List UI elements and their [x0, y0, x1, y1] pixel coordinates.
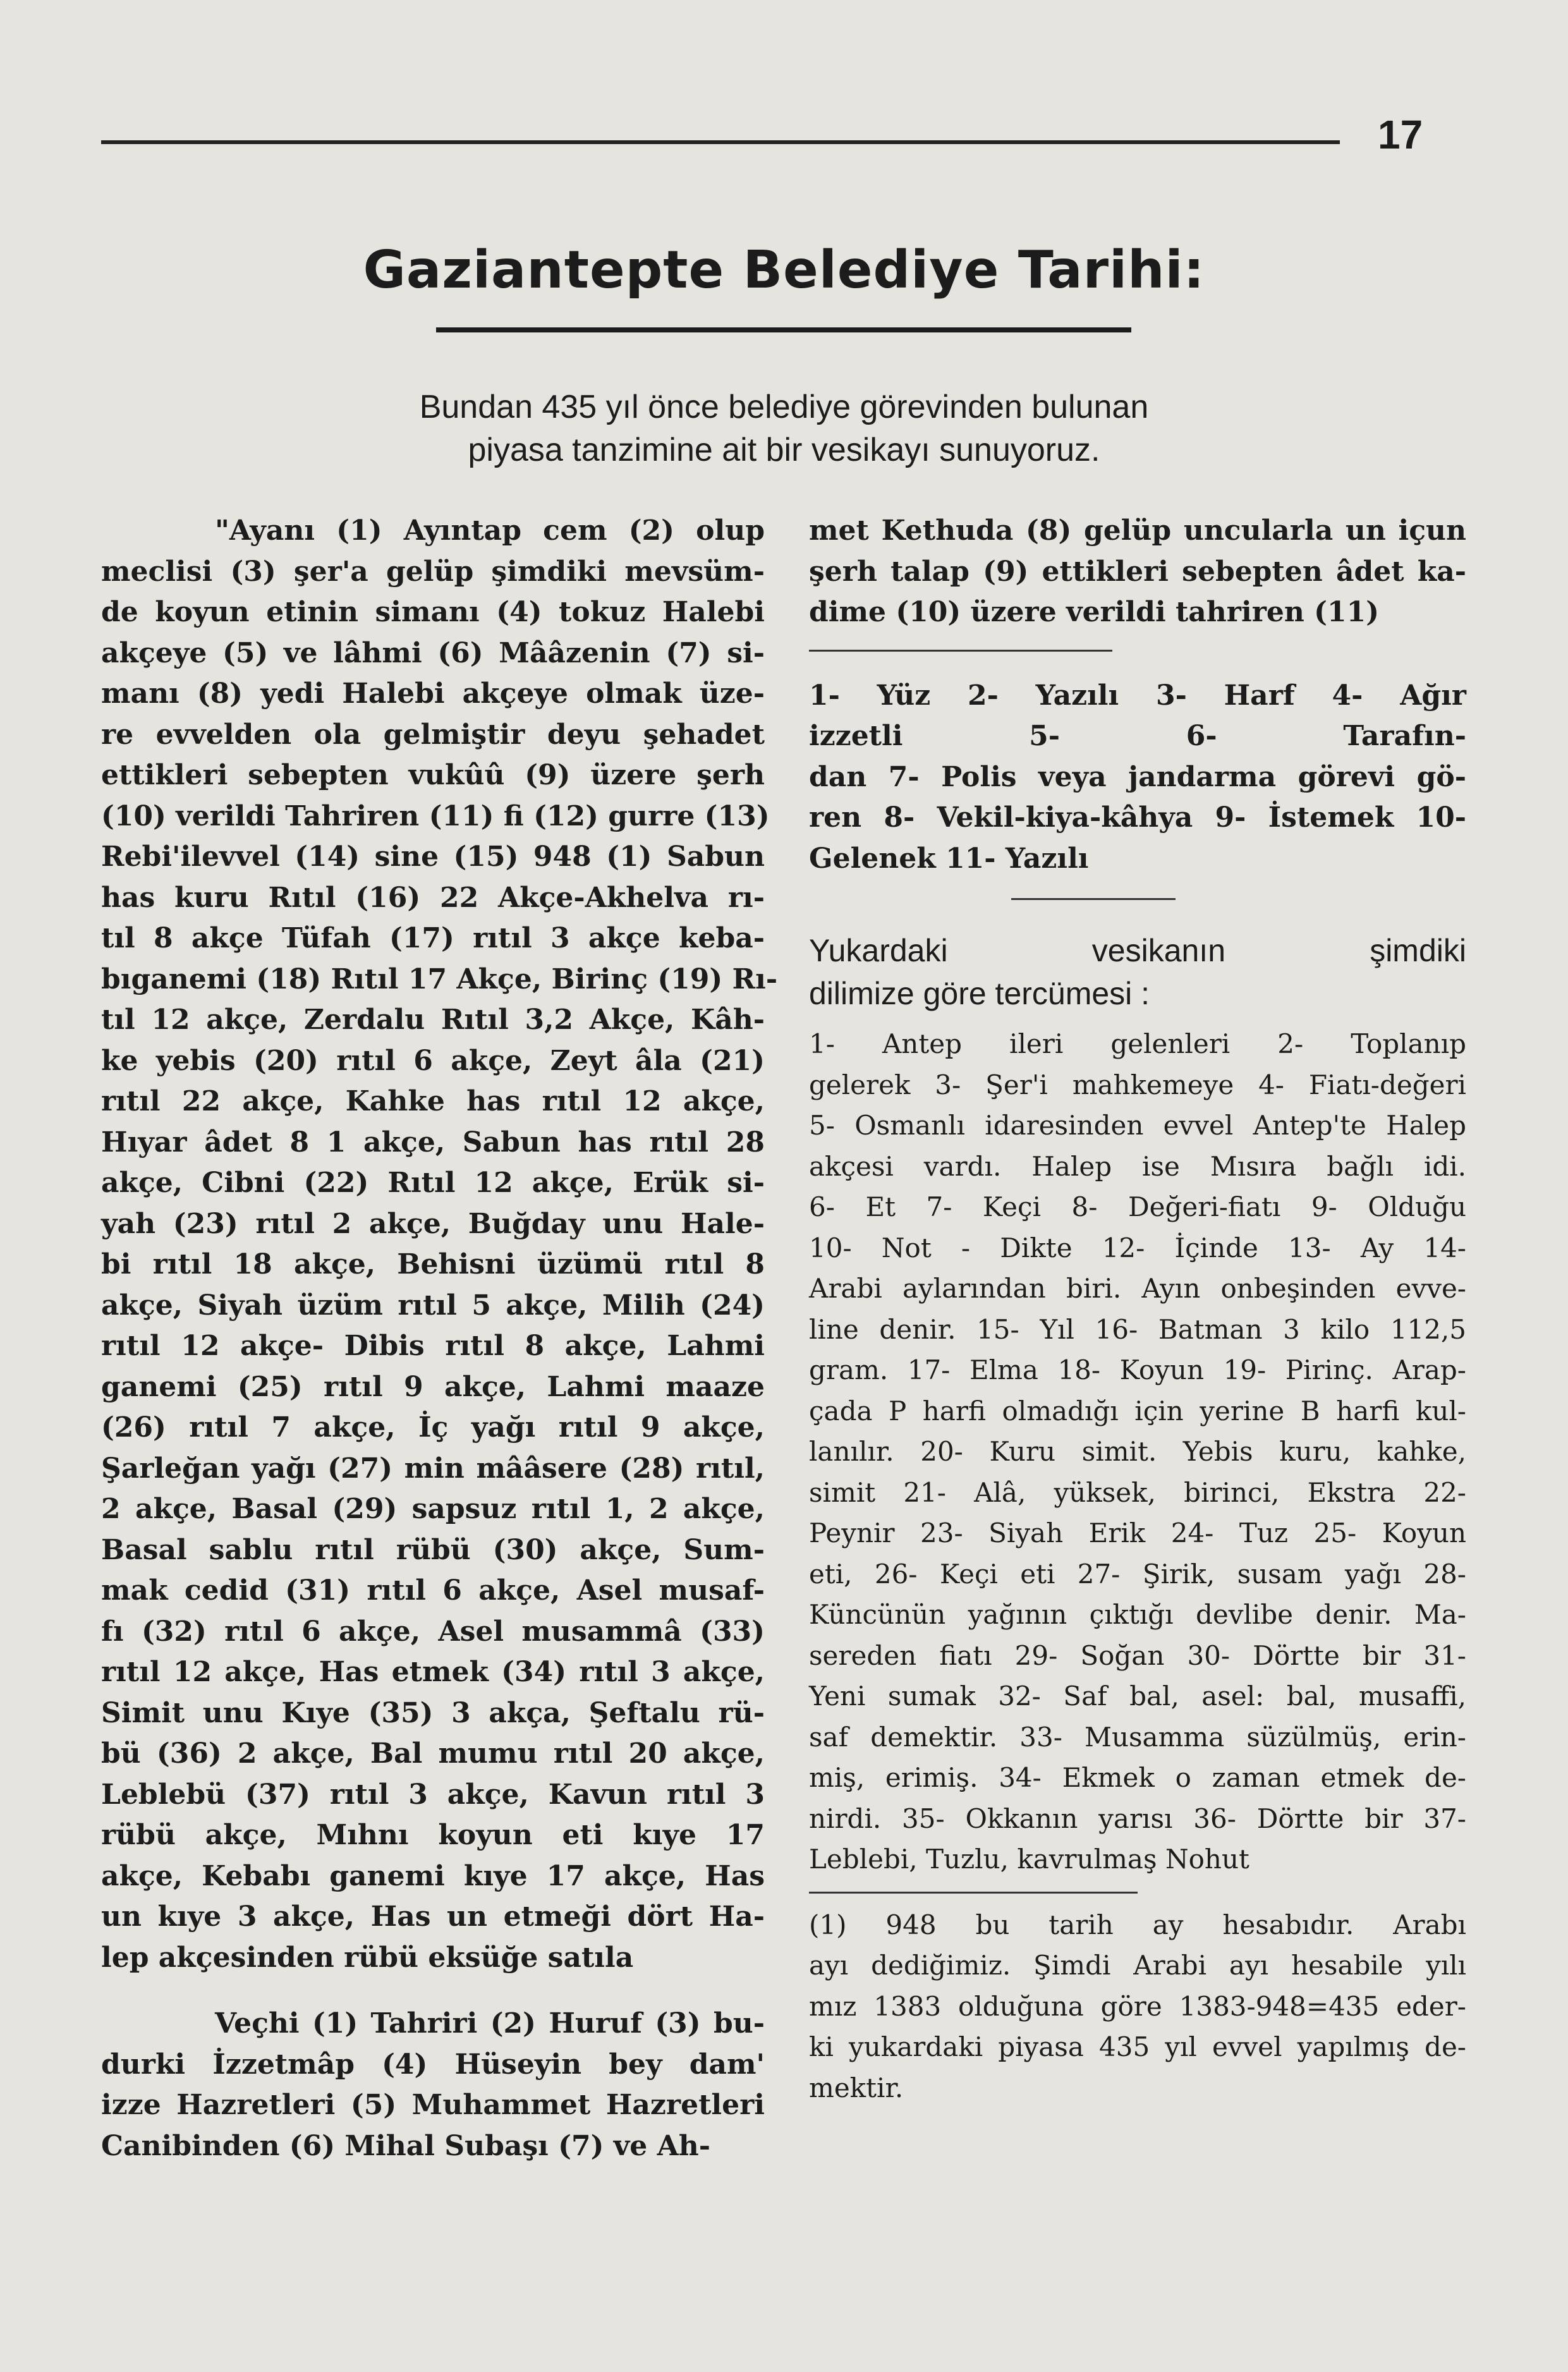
separator-rule: [809, 1892, 1138, 1894]
translation-line: saf demektir. 33- Musamma süzülmüş, erin-: [809, 1721, 1466, 1753]
document-line: ganemi (25) rıtıl 9 akçe, Lahmi maaze: [101, 1370, 765, 1403]
document-line: akçe, Kebabı ganemi kıye 17 akçe, Has: [101, 1859, 765, 1892]
footnote-line: ki yukardaki piyasa 435 yıl evvel yapılmış de-: [809, 2031, 1466, 2062]
heading-line: Yukardaki vesikanın şimdiki: [809, 933, 1466, 968]
translation-line: nirdi. 35- Okkanın yarısı 36- Dörtte bir 37-: [809, 1803, 1466, 1834]
document-line: bıganemi (18) Rıtıl 17 Akçe, Birinç (19) Rı-: [101, 963, 778, 995]
document-line: Leblebü (37) rıtıl 3 akçe, Kavun rıtıl 3: [101, 1778, 765, 1811]
footnote-text: [809, 1905, 1466, 2109]
translation-line: gelerek 3- Şer'i mahkemeye 4- Fiatı-değeri: [809, 1069, 1466, 1100]
translation-line: gram. 17- Elma 18- Koyun 19- Pirinç. Arap-: [809, 1354, 1466, 1385]
translation-line: Peynir 23- Siyah Erik 24- Tuz 25- Koyun: [809, 1517, 1466, 1548]
glossary-line: izzetli 5- 6- Tarafın-: [809, 720, 1466, 752]
document-line: 2 akçe, Basal (29) sapsuz rıtıl 1, 2 akçe,: [101, 1493, 765, 1525]
translation-line: 1- Antep ileri gelenleri 2- Toplanıp: [809, 1028, 1466, 1059]
document-line: rıtıl 12 akçe- Dibis rıtıl 8 akçe, Lahmi: [101, 1330, 765, 1362]
translation-line: line denir. 15- Yıl 16- Batman 3 kilo 112,5: [809, 1313, 1466, 1345]
translation-line: çada P harfi olmadığı için yerine B harfi kul-: [809, 1395, 1466, 1426]
intro-line: piyasa tanzimine ait bir vesikayı sunuyoruz.: [468, 432, 1100, 468]
document-line: Simit unu Kıye (35) 3 akça, Şeftalu rü-: [101, 1696, 765, 1729]
translation-line: Yeni sumak 32- Saf bal, asel: bal, musaffi,: [809, 1681, 1466, 1712]
document-line: rübü akçe, Mıhnı koyun eti kıye 17: [101, 1819, 765, 1851]
translation-line: Leblebi, Tuzlu, kavrulmaş Nohut: [809, 1844, 1249, 1875]
document-line: bi rıtıl 18 akçe, Behisni üzümü rıtıl 8: [101, 1248, 765, 1280]
left-column: [101, 511, 778, 2167]
continuation-line: şerh talap (9) ettikleri sebepten âdet ka-: [809, 555, 1466, 588]
signature-text: [101, 2004, 765, 2167]
translation-line: miş, erimiş. 34- Ekmek o zaman etmek de-: [809, 1762, 1466, 1793]
document-line: manı (8) yedi Halebi akçeye olmak üze-: [101, 678, 765, 710]
spacer: [101, 1978, 765, 2004]
continuation-line: dime (10) üzere verildi tahriren (11): [809, 596, 1380, 628]
document-line: rıtıl 12 akçe, Has etmek (34) rıtıl 3 akçe,: [101, 1656, 765, 1688]
document-line: lep akçesinden rübü eksüğe satıla: [101, 1941, 634, 1974]
document-line: (26) rıtıl 7 akçe, İç yağı rıtıl 9 akçe,: [101, 1411, 765, 1444]
translation-line: lanılır. 20- Kuru simit. Yebis kuru, kahke,: [809, 1436, 1466, 1467]
document-line: akçeye (5) ve lâhmi (6) Mââzenin (7) si-: [101, 636, 765, 669]
separator-rule: [809, 650, 1112, 652]
translation-line: akçesi vardı. Halep ise Mısıra bağlı idi.: [809, 1150, 1466, 1182]
document-line: un kıye 3 akçe, Has un etmeği dört Ha-: [101, 1901, 765, 1933]
heading-line: dilimize göre tercümesi :: [809, 976, 1150, 1011]
right-column: [809, 511, 1466, 2108]
document-line: tıl 12 akçe, Zerdalu Rıtıl 3,2 Akçe, Kâh-: [101, 1004, 765, 1036]
footnote-line: mektir.: [809, 2072, 904, 2103]
translation-line: 10- Not - Dikte 12- İçinde 13- Ay 14-: [809, 1232, 1466, 1263]
document-line: re evvelden ola gelmiştir deyu şehadet: [101, 718, 765, 751]
signature-line: durki İzzetmâp (4) Hüseyin bey dam': [101, 2048, 765, 2081]
translation-line: 6- Et 7- Keçi 8- Değeri-fiatı 9- Olduğu: [809, 1191, 1466, 1222]
translation-line: eti, 26- Keçi eti 27- Şirik, susam yağı 28-: [809, 1558, 1466, 1590]
glossary-line: ren 8- Vekil-kiya-kâhya 9- İstemek 10-: [809, 801, 1466, 834]
document-line: akçe, Siyah üzüm rıtıl 5 akçe, Milih (24): [101, 1289, 765, 1322]
signature-line: izze Hazretleri (5) Muhammet Hazretleri: [101, 2089, 765, 2121]
translation-line: 5- Osmanlı idaresinden evvel Antep'te Halep: [809, 1110, 1466, 1141]
page-title: Gaziantepte Belediye Tarihi:: [363, 240, 1205, 300]
intro-line: Bundan 435 yıl önce belediye görevinden bulunan: [419, 389, 1149, 425]
footnote-line: mız 1383 olduğuna göre 1383-948=435 eder-: [809, 1990, 1466, 2022]
continuation-line: met Kethuda (8) gelüp uncularla un içun: [809, 514, 1466, 547]
document-line: Hıyar âdet 8 1 akçe, Sabun has rıtıl 28: [101, 1126, 765, 1159]
glossary-line: Gelenek 11- Yazılı: [809, 842, 1089, 875]
document-line: (10) verildi Tahriren (11) fi (12) gurre (13): [101, 800, 770, 832]
document-line: "Ayanı (1) Ayıntap cem (2) olup: [215, 514, 765, 547]
footnote-line: ayı dediğimiz. Şimdi Arabi ayı hesabile yılı: [809, 1950, 1466, 1981]
document-line: Basal sablu rıtıl rübü (30) akçe, Sum-: [101, 1533, 765, 1566]
top-rule: [101, 140, 1340, 144]
document-line: Rebi'ilevvel (14) sine (15) 948 (1) Sabun: [101, 841, 765, 873]
document-line: ettikleri sebepten vukûû (9) üzere şerh: [101, 759, 765, 791]
glossary-line: dan 7- Polis veya jandarma görevi gö-: [809, 760, 1466, 793]
document-line: yah (23) rıtıl 2 akçe, Buğday unu Hale-: [101, 1207, 765, 1240]
glossary-line: 1- Yüz 2- Yazılı 3- Harf 4- Ağır: [809, 679, 1466, 712]
title-underline: [436, 327, 1131, 332]
document-line: fı (32) rıtıl 6 akçe, Asel musammâ (33): [101, 1615, 765, 1648]
translation-line: Arabi aylarından biri. Ayın onbeşinden evve-: [809, 1273, 1466, 1304]
translation-line: sereden fiatı 29- Soğan 30- Dörtte bir 31-: [809, 1639, 1466, 1671]
document-line: has kuru Rıtıl (16) 22 Akçe-Akhelva rı-: [101, 881, 765, 914]
separator-rule: [1011, 898, 1176, 900]
document-line: bü (36) 2 akçe, Bal mumu rıtıl 20 akçe,: [101, 1737, 765, 1770]
intro-text: [0, 386, 1568, 471]
document-line: Şarleğan yağı (27) min mââsere (28) rıtıl,: [101, 1452, 765, 1485]
glossary-text: [809, 676, 1466, 880]
translation-heading: [809, 929, 1466, 1015]
document-line: meclisi (3) şer'a gelüp şimdiki mevsüm-: [101, 555, 765, 588]
document-line: akçe, Cibni (22) Rıtıl 12 akçe, Erük si-: [101, 1167, 765, 1199]
page-number: 17: [1378, 112, 1423, 157]
signature-line: Canibinden (6) Mihal Subaşı (7) ve Ah-: [101, 2129, 710, 2162]
footnote-line: (1) 948 bu tarih ay hesabıdır. Arabı: [809, 1909, 1466, 1940]
document-text: [101, 511, 778, 1978]
document-continuation: [809, 511, 1466, 633]
document-line: mak cedid (31) rıtıl 6 akçe, Asel musaf-: [101, 1574, 765, 1607]
document-line: rıtıl 22 akçe, Kahke has rıtıl 12 akçe,: [101, 1085, 765, 1117]
signature-line: Veçhi (1) Tahriri (2) Huruf (3) bu-: [215, 2007, 765, 2040]
translation-line: Küncünün yağının çıktığı devlibe denir. Ma-: [809, 1599, 1466, 1630]
document-line: de koyun etinin simanı (4) tokuz Halebi: [101, 596, 765, 628]
document-line: ke yebis (20) rıtıl 6 akçe, Zeyt âla (21): [101, 1044, 765, 1077]
document-line: tıl 8 akçe Tüfah (17) rıtıl 3 akçe keba-: [101, 922, 765, 954]
translation-line: simit 21- Alâ, yüksek, birinci, Ekstra 22-: [809, 1476, 1466, 1508]
translation-text: [809, 1024, 1466, 1880]
